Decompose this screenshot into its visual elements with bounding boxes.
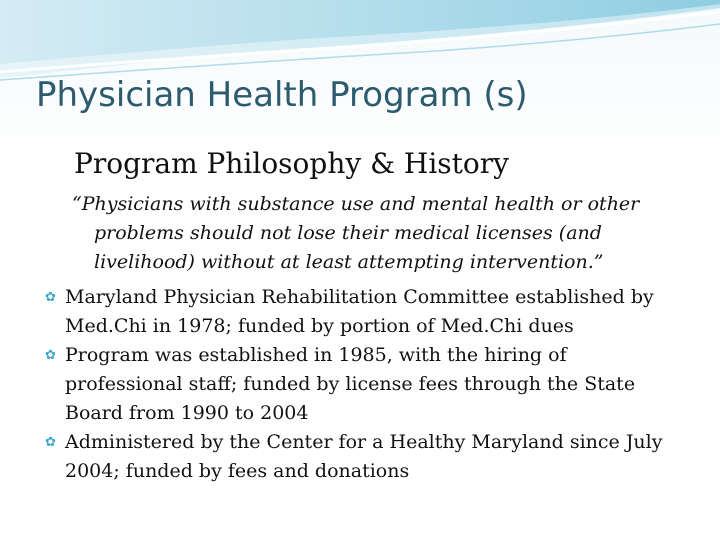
quote-text: “Physicians with substance use and mental health or other problems should not lose their medical licenses (and livelihood) without at least attempting intervention.” <box>72 193 640 273</box>
flower-bullet-icon: ✿ <box>45 435 56 450</box>
bullet-text: Administered by the Center for a Healthy Maryland since July 2004; funded by fees and donations <box>65 431 663 482</box>
bullet-item <box>0 283 720 341</box>
slide-title: Physician Health Program (s) <box>36 75 528 115</box>
slide-subtitle: Program Philosophy & History <box>74 147 509 180</box>
bullet-text: Program was established in 1985, with the hiring of professional staff; funded by license fees through the State Board from 1990 to 2004 <box>65 344 636 424</box>
flower-bullet-icon: ✿ <box>45 348 56 363</box>
bullet-list <box>0 283 720 486</box>
bullet-text: Maryland Physician Rehabilitation Committee established by Med.Chi in 1978; funded by portion of Med.Chi dues <box>65 286 654 337</box>
bullet-item <box>0 341 720 428</box>
flower-bullet-icon: ✿ <box>45 290 56 305</box>
bullet-item <box>0 428 720 486</box>
